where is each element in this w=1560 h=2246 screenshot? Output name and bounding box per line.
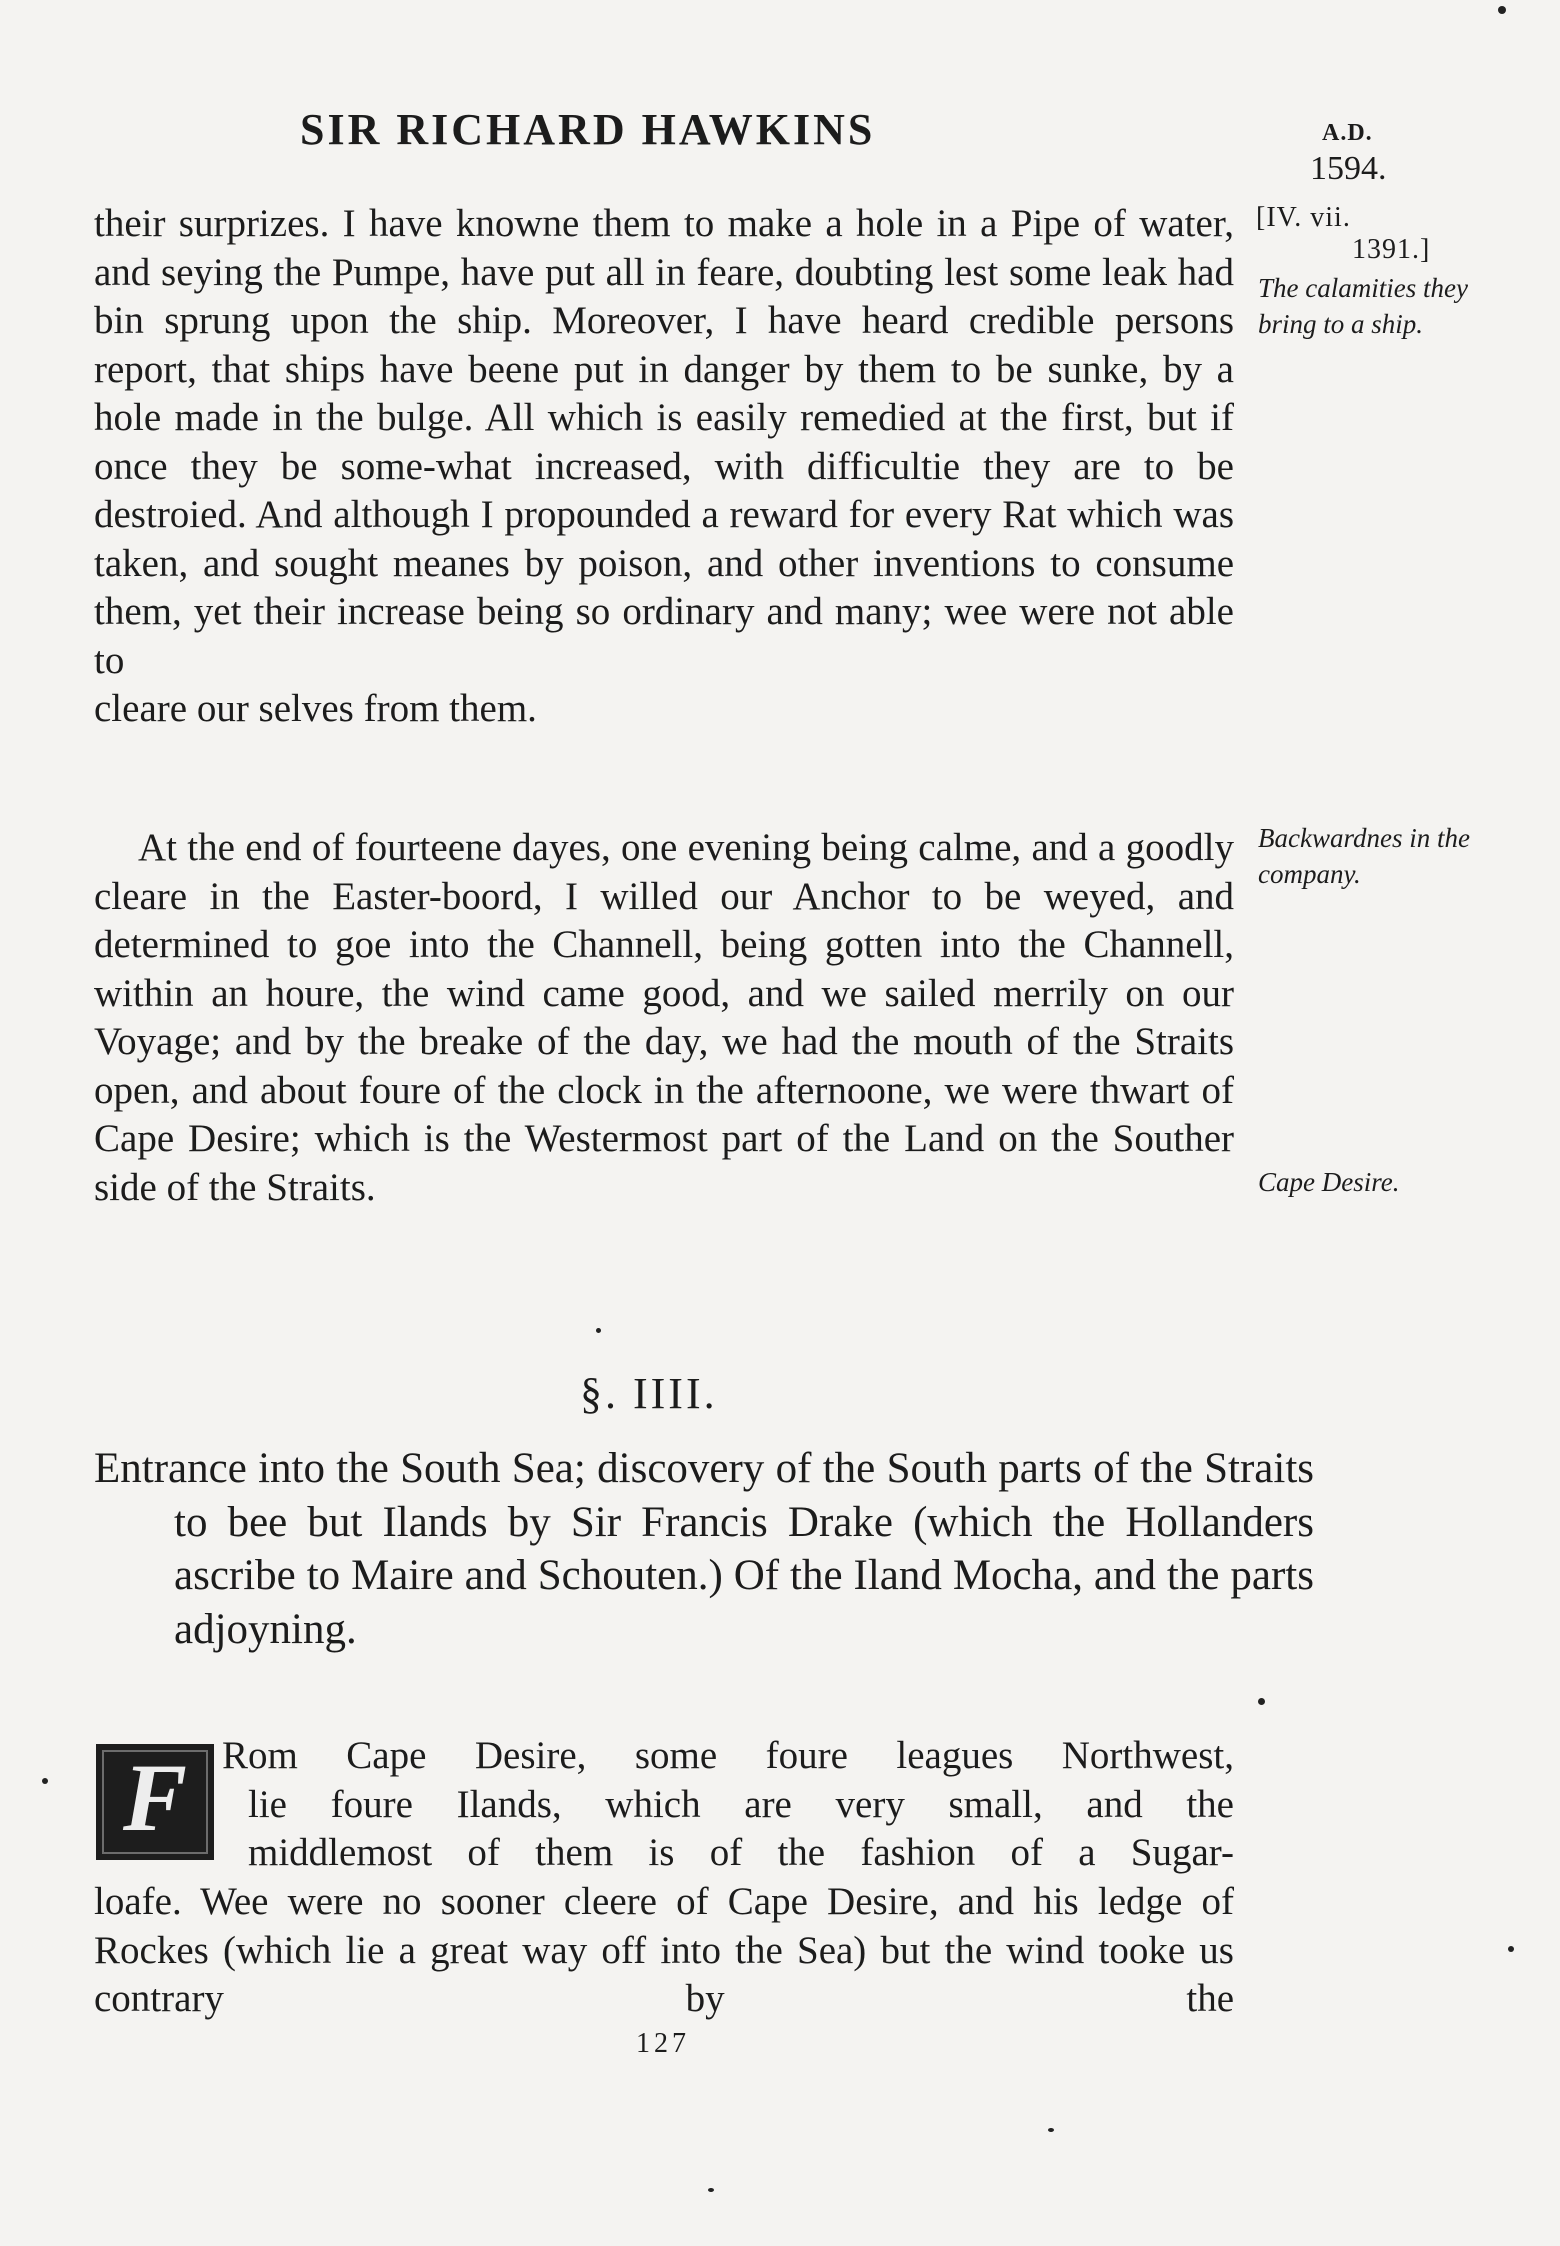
margin-note-calamities: The calamities they bring to a ship.: [1258, 273, 1468, 339]
page-number: 127: [636, 2028, 690, 2059]
paragraph-rats-last-line: cleare our selves from them.: [94, 687, 537, 730]
scan-speck: [1258, 1698, 1265, 1705]
margin-note-backwardnes: Backwardnes in the company.: [1258, 823, 1470, 889]
dropcap-ornament: [96, 1744, 214, 1860]
margin-era: A.D.: [1322, 120, 1373, 146]
running-head: SIR RICHARD HAWKINS: [300, 105, 876, 154]
paragraph-rats: [94, 200, 1234, 734]
paragraph-ilands-line: Rom Cape Desire, some foure leagues Northwest,: [222, 1734, 1234, 1777]
section-number: §. IIII.: [580, 1369, 718, 1418]
scan-speck: [1508, 1946, 1514, 1952]
paragraph-ilands-lead: [222, 1732, 1234, 1878]
scan-speck: [1048, 2128, 1054, 2132]
section-heading: Entrance into the South Sea; discovery of the South parts of the Straits to bee but Ilands by Sir Francis Drake (which the Hollanders ascribe to Maire and Schouten.) Of the Iland Mocha, and the parts adjoyning.: [94, 1445, 1314, 1653]
margin-reference-volume: [IV. vii.: [1256, 202, 1351, 233]
scan-speck: [42, 1778, 48, 1784]
paragraph-ilands-continued: loafe. Wee were no sooner cleere of Cape Desire, and his ledge of Rockes (which lie a great way off into the Sea) but the wind tooke us contrary by the: [94, 1880, 1234, 2020]
scan-speck: [596, 1328, 601, 1333]
paragraph-ilands-line: lie foure Ilands, which are very small, and the: [248, 1782, 1234, 1826]
paragraph-ilands-line: middlemost of them is of the fashion of a Sugar-: [248, 1831, 1234, 1874]
dropcap-letter: F: [122, 1744, 188, 1851]
paragraph-rats-text: their surprizes. I have knowne them to make a hole in a Pipe of water, and seying the Pumpe, have put all in feare, doubting lest some leak had bin sprung upon the ship. Moreover, I have heard credible persons report, that ships have beene put in danger by them to be sunke, by a hole made in the bulge. All which is easily remedied at the first, but if once they be some-what increased, with difficultie they are to be destroied. And although I propounded a reward for every Rat which was taken, and sought meanes by poison, and other inventions to consume them, yet their increase being so ordinary and many; wee were not able to: [94, 202, 1234, 682]
margin-year: 1594.: [1310, 150, 1387, 187]
paragraph-voyage: At the end of fourteene dayes, one evening being calme, and a goodly cleare in the Easter-boord, I willed our Anchor to be weyed, and determined to goe into the Channell, being gotten into the Channell, within an houre, the wind came good, and we sailed merrily on our Voyage; and by the breake of the day, we had the mouth of the Straits open, and about foure of the clock in the afternoone, we were thwart of Cape Desire; which is the Westermost part of the Land on the Souther side of the Straits.: [94, 826, 1234, 1209]
margin-note-cape-desire: Cape Desire.: [1258, 1167, 1400, 1197]
scan-speck: [1498, 6, 1506, 14]
scan-speck: [708, 2188, 714, 2192]
margin-reference-page: 1391.]: [1352, 234, 1431, 265]
